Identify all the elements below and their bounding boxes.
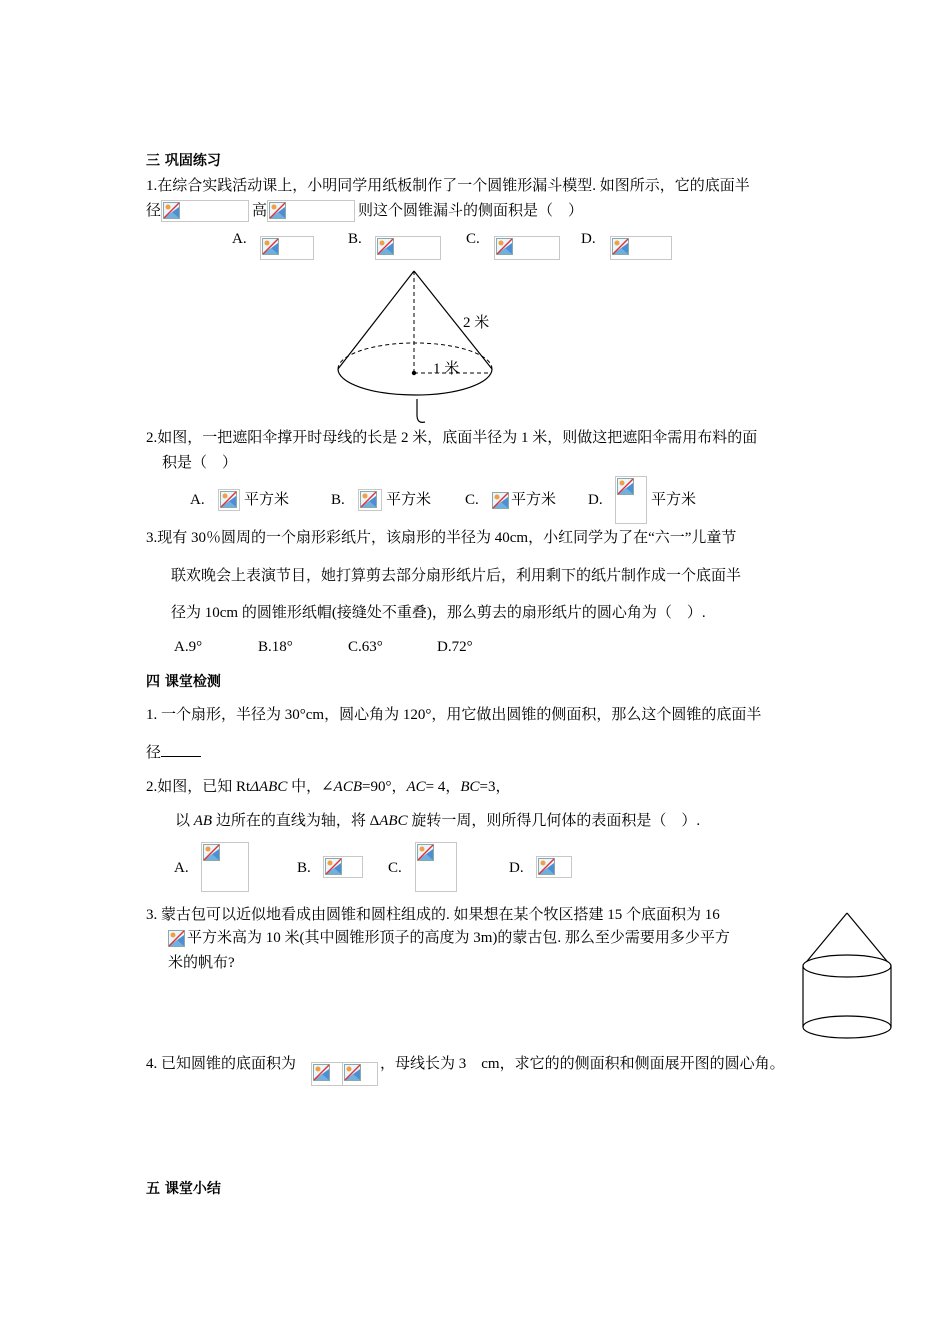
radius-label: 1 米 xyxy=(433,361,460,377)
unit: 平方米 xyxy=(386,492,432,508)
broken-image-icon xyxy=(417,844,434,861)
option-a: A. xyxy=(174,860,189,876)
unit: 平方米 xyxy=(244,492,290,508)
formula-image xyxy=(494,236,560,260)
option-a: A.9° xyxy=(174,639,203,655)
formula-image xyxy=(415,842,457,892)
option-d: D. xyxy=(581,231,596,247)
q3-2-line1: 2.如图，一把遮阳伞撑开时母线的长是 2 米，底面半径为 1 米，则做这把遮阳伞需用布料的面 xyxy=(146,430,758,446)
broken-image-icon xyxy=(262,238,279,255)
broken-image-icon xyxy=(220,491,237,508)
q4-1-line2 xyxy=(146,742,201,763)
option-a: A. xyxy=(232,231,247,247)
q4-1-line1: 1. 一个扇形，半径为 30°cm，圆心角为 120°，用它做出圆锥的侧面积，那么这个圆锥的底面半 xyxy=(146,707,762,723)
section-title-4: 四 课堂检测 xyxy=(146,674,221,690)
unit: 平方米 xyxy=(511,492,557,508)
broken-image-icon xyxy=(492,492,509,509)
q4-1-line2-text: 径 xyxy=(146,745,162,761)
broken-image-icon xyxy=(496,238,513,255)
q3-2-line2: 积是（ ） xyxy=(162,455,238,471)
q4-4-suffix: ，母线长为 3 cm，求它的的侧面积和侧面展开图的圆心角。 xyxy=(380,1056,785,1072)
q4-4-prefix: 4. 已知圆锥的底面积为 xyxy=(146,1056,297,1072)
broken-image-icon xyxy=(313,1064,330,1081)
formula-image xyxy=(260,236,314,260)
q3-3-line3: 径为 10cm 的圆锥形纸帽(接缝处不重叠)，那么剪去的扇形纸片的圆心角为（ ）. xyxy=(171,605,706,621)
slant-label: 2 米 xyxy=(463,315,490,331)
broken-image-icon xyxy=(360,491,377,508)
q4-3-line2: 平方米高为 10 米(其中圆锥形顶子的高度为 3m)的蒙古包. 那么至少需要用多少平方 xyxy=(187,930,730,946)
broken-image-icon xyxy=(377,238,394,255)
answer-blank xyxy=(161,742,201,757)
option-d: D. xyxy=(509,860,524,876)
broken-image-icon xyxy=(269,202,286,219)
formula-image xyxy=(168,930,186,948)
q3-1-prefix: 径 xyxy=(146,203,162,219)
broken-image-icon xyxy=(617,478,634,495)
unit: 平方米 xyxy=(651,492,697,508)
broken-image-icon xyxy=(538,858,555,875)
option-a: A. xyxy=(190,492,205,508)
formula-image xyxy=(536,856,572,878)
q3-3-line1: 3.现有 30％圆周的一个扇形彩纸片，该扇形的半径为 40cm，小红同学为了在“六一”儿童节 xyxy=(146,530,737,546)
broken-image-icon xyxy=(203,844,220,861)
broken-image-icon xyxy=(163,202,180,219)
q4-2-line1: 2.如图，已知 RtΔABC 中，∠ACB=90°，AC= 4，BC=3， xyxy=(146,779,511,795)
option-c: C. xyxy=(465,492,479,508)
formula-image xyxy=(358,489,382,511)
option-b: B. xyxy=(348,231,362,247)
q3-1-mid: 高 xyxy=(252,203,268,219)
formula-image xyxy=(267,200,355,222)
option-b: B. xyxy=(331,492,345,508)
option-c: C.63° xyxy=(348,639,383,655)
yurt-figure xyxy=(800,910,896,1042)
formula-image xyxy=(311,1062,343,1086)
broken-image-icon xyxy=(344,1064,361,1081)
formula-image xyxy=(218,489,240,511)
formula-image xyxy=(161,200,249,222)
formula-image xyxy=(375,236,441,260)
option-c: C. xyxy=(466,231,480,247)
option-b: B.18° xyxy=(258,639,293,655)
cone-figure xyxy=(330,265,505,430)
broken-image-icon xyxy=(325,858,342,875)
formula-image xyxy=(492,492,510,510)
option-d: D. xyxy=(588,492,603,508)
section-title-5: 五 课堂小结 xyxy=(146,1181,221,1197)
formula-image xyxy=(615,476,647,524)
q4-3-line1: 3. 蒙古包可以近似地看成由圆锥和圆柱组成的. 如果想在某个牧区搭建 15 个底面积为 16 xyxy=(146,907,720,923)
option-c: C. xyxy=(388,860,402,876)
option-d: D.72° xyxy=(437,639,473,655)
formula-image xyxy=(610,236,672,260)
q4-2-line2: 以 AB 边所在的直线为轴，将 ΔABC 旋转一周，则所得几何体的表面积是（ ）. xyxy=(175,813,701,829)
section-title-3: 三 巩固练习 xyxy=(146,153,221,169)
formula-image xyxy=(342,1062,378,1086)
q3-1-suffix: 则这个圆锥漏斗的侧面积是（ ） xyxy=(358,203,584,219)
broken-image-icon xyxy=(612,238,629,255)
option-b: B. xyxy=(297,860,311,876)
q3-3-line2: 联欢晚会上表演节目，她打算剪去部分扇形纸片后，利用剩下的纸片制作成一个底面半 xyxy=(171,568,742,584)
q3-1-line1: 1.在综合实践活动课上，小明同学用纸板制作了一个圆锥形漏斗模型. 如图所示，它的底面半 xyxy=(146,178,750,194)
broken-image-icon xyxy=(168,930,185,947)
formula-image xyxy=(323,856,363,878)
q4-3-line3: 米的帆布? xyxy=(168,955,235,971)
formula-image xyxy=(201,842,249,892)
